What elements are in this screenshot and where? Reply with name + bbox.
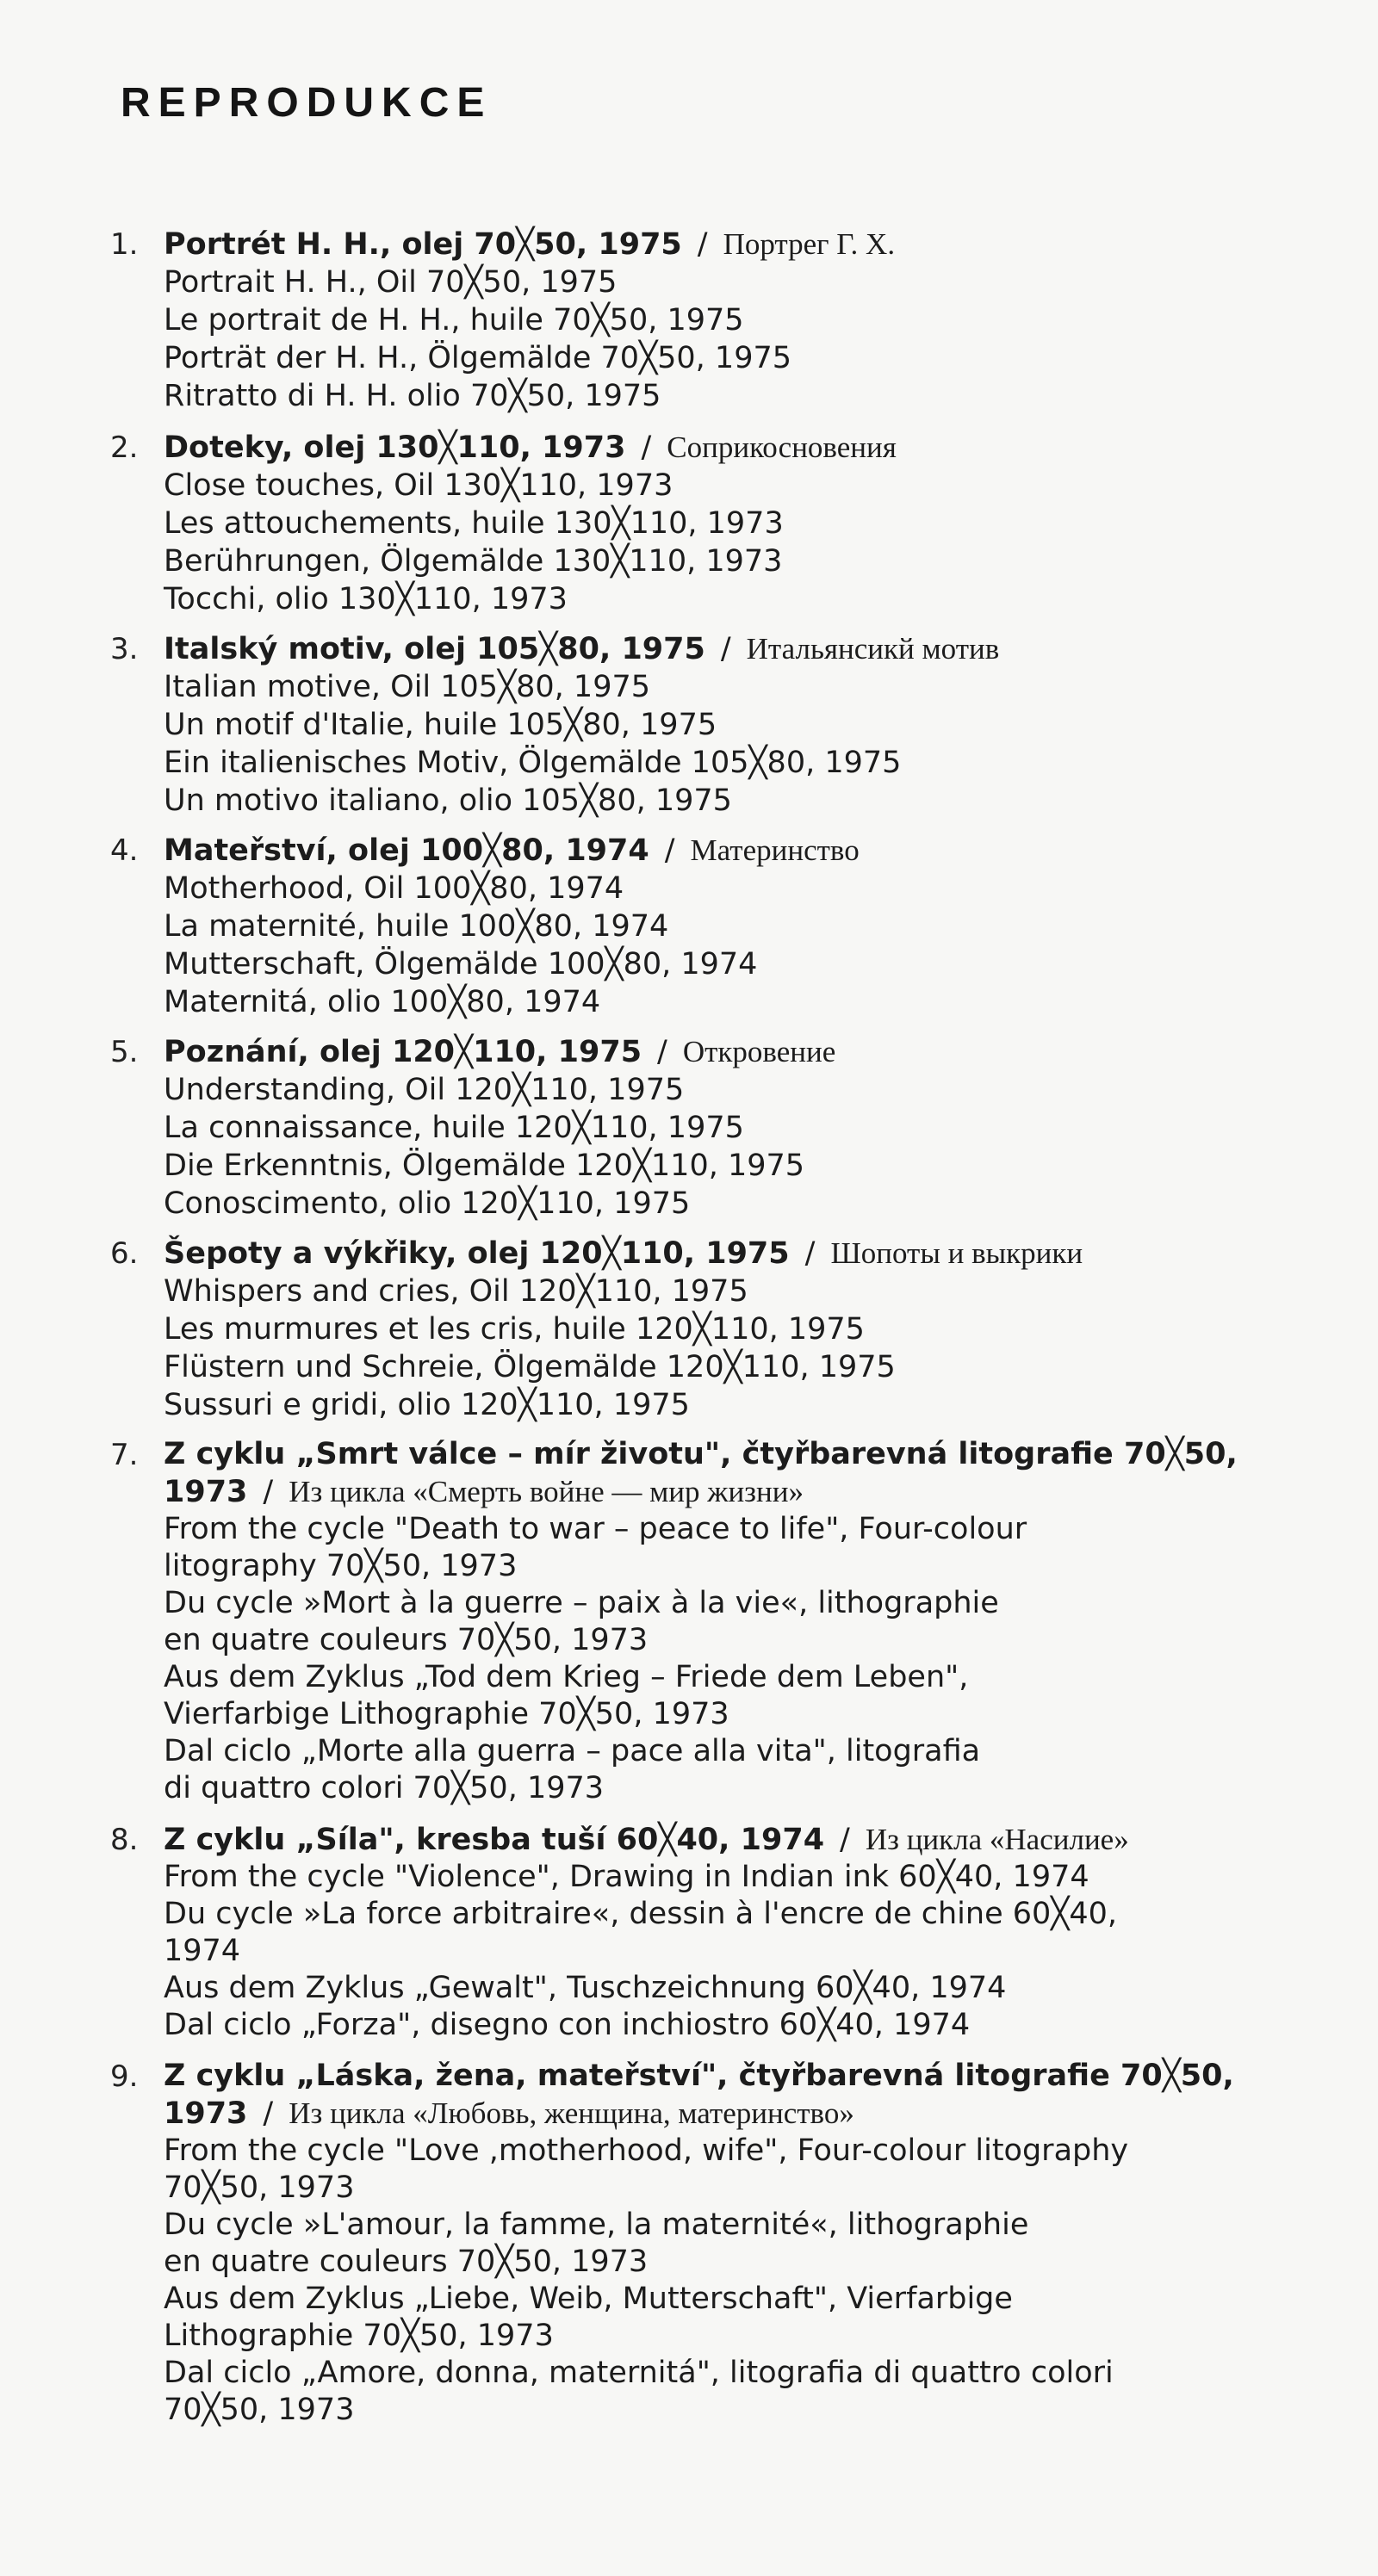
russian-title: Портрег Г. Х. bbox=[723, 227, 896, 261]
translation-line: Italian motive, Oil 105╳80, 1975 bbox=[164, 670, 651, 704]
translation-line: Un motif d'Italie, huile 105╳80, 1975 bbox=[164, 708, 717, 742]
translation-line: From the cycle "Death to war – peace to life", Four-colour bbox=[164, 1512, 1027, 1546]
translation-line: Ein italienisches Motiv, Ölgemälde 105╳80, 1975 bbox=[164, 746, 902, 780]
list-item bbox=[110, 1033, 1247, 1223]
separator: / bbox=[641, 430, 652, 465]
list-item bbox=[110, 226, 1247, 415]
item-number: 3. bbox=[110, 632, 139, 666]
item-title: Mateřství, olej 100╳80, 1974 bbox=[164, 833, 649, 868]
translation-line: Un motivo italiano, olio 105╳80, 1975 bbox=[164, 783, 732, 818]
translation-line: From the cycle "Violence", Drawing in Indian ink 60╳40, 1974 bbox=[164, 1860, 1089, 1894]
translation-line: en quatre couleurs 70╳50, 1973 bbox=[164, 2245, 649, 2279]
translation-line: 70╳50, 1973 bbox=[164, 2393, 355, 2427]
translation-line: Les murmures et les cris, huile 120╳110, 1975 bbox=[164, 1312, 865, 1347]
item-heading bbox=[164, 2058, 1247, 2095]
list-item bbox=[110, 1821, 1247, 2044]
translation-line: 70╳50, 1973 bbox=[164, 2170, 355, 2205]
translation-line: Close touches, Oil 130╳110, 1973 bbox=[164, 468, 673, 503]
list-item bbox=[110, 630, 1247, 820]
translation-line: Whispers and cries, Oil 120╳110, 1975 bbox=[164, 1274, 748, 1309]
translation-line: Aus dem Zyklus „Gewalt", Tuschzeichnung 60╳40, 1974 bbox=[164, 1971, 1007, 2005]
translation-line: Les attouchements, huile 130╳110, 1973 bbox=[164, 506, 784, 541]
item-heading-continued bbox=[164, 1473, 1247, 1511]
item-number: 4. bbox=[110, 833, 139, 868]
item-heading bbox=[164, 630, 1247, 668]
item-title: Italský motiv, olej 105╳80, 1975 bbox=[164, 632, 705, 666]
page-title: REPRODUKCE bbox=[121, 80, 493, 126]
translation-line: La maternité, huile 100╳80, 1974 bbox=[164, 909, 669, 944]
russian-title: Материнство bbox=[690, 833, 860, 867]
translation-line: Maternitá, olio 100╳80, 1974 bbox=[164, 985, 601, 1019]
translation-line: Berührungen, Ölgemälde 130╳110, 1973 bbox=[164, 544, 783, 579]
translation-line: litography 70╳50, 1973 bbox=[164, 1549, 518, 1583]
translation-line: Aus dem Zyklus „Liebe, Weib, Mutterschaft", Vierfarbige bbox=[164, 2282, 1013, 2316]
item-number: 8. bbox=[110, 1823, 139, 1857]
translation-line: La connaissance, huile 120╳110, 1975 bbox=[164, 1111, 744, 1145]
translation-line: Du cycle »L'amour, la famme, la maternité«, lithographie bbox=[164, 2208, 1029, 2242]
item-heading bbox=[164, 1235, 1247, 1273]
item-title-continued: 1973 bbox=[164, 1475, 248, 1509]
translation-line: Ritratto di H. H. olio 70╳50, 1975 bbox=[164, 379, 661, 413]
item-heading bbox=[164, 832, 1247, 870]
item-number: 9. bbox=[110, 2059, 139, 2094]
item-number: 7. bbox=[110, 1438, 139, 1472]
separator: / bbox=[720, 632, 731, 666]
russian-title: Из цикла «Любовь, женщина, материнство» bbox=[289, 2096, 854, 2130]
list-item bbox=[110, 429, 1247, 618]
list-item bbox=[110, 1235, 1247, 1424]
translation-line: Le portrait de H. H., huile 70╳50, 1975 bbox=[164, 303, 744, 337]
translation-line: Dal ciclo „Forza", disegno con inchiostro 60╳40, 1974 bbox=[164, 2008, 971, 2042]
item-heading-continued bbox=[164, 2095, 1247, 2133]
russian-title: Шопоты и выкрики bbox=[830, 1236, 1083, 1270]
item-title-continued: 1973 bbox=[164, 2096, 248, 2131]
russian-title: Из цикла «Насилие» bbox=[865, 1823, 1129, 1856]
translation-line: Understanding, Oil 120╳110, 1975 bbox=[164, 1073, 685, 1107]
translation-line: Die Erkenntnis, Ölgemälde 120╳110, 1975 bbox=[164, 1149, 805, 1183]
separator: / bbox=[804, 1236, 816, 1271]
separator: / bbox=[664, 833, 675, 868]
item-title: Poznání, olej 120╳110, 1975 bbox=[164, 1035, 642, 1069]
item-heading bbox=[164, 429, 1247, 467]
list-item bbox=[110, 1436, 1247, 1807]
item-number: 6. bbox=[110, 1236, 139, 1271]
translation-line: Sussuri e gridi, olio 120╳110, 1975 bbox=[164, 1388, 690, 1422]
translation-line: Portrait H. H., Oil 70╳50, 1975 bbox=[164, 265, 618, 300]
item-title: Doteky, olej 130╳110, 1973 bbox=[164, 430, 626, 465]
item-heading bbox=[164, 1436, 1247, 1473]
reproduction-list bbox=[110, 226, 1247, 2429]
item-title: Z cyklu „Láska, žena, mateřství", čtyřbarevná litografie 70╳50, bbox=[164, 2059, 1234, 2093]
item-heading bbox=[164, 1033, 1247, 1071]
translation-line: Dal ciclo „Amore, donna, maternitá", litografia di quattro colori bbox=[164, 2356, 1114, 2390]
translation-line: Flüstern und Schreie, Ölgemälde 120╳110, 1975 bbox=[164, 1350, 896, 1384]
russian-title: Соприкосновения bbox=[667, 430, 897, 464]
separator: / bbox=[657, 1035, 667, 1069]
translation-line: en quatre couleurs 70╳50, 1973 bbox=[164, 1623, 649, 1657]
translation-line: Conoscimento, olio 120╳110, 1975 bbox=[164, 1186, 691, 1221]
translation-line: Du cycle »La force arbitraire«, dessin à l'encre de chine 60╳40, bbox=[164, 1897, 1118, 1931]
item-title: Z cyklu „Síla", kresba tuší 60╳40, 1974 bbox=[164, 1823, 825, 1857]
russian-title: Итальянсикй мотив bbox=[746, 632, 1000, 666]
separator: / bbox=[697, 227, 708, 262]
item-heading bbox=[164, 226, 1247, 263]
translation-line: di quattro colori 70╳50, 1973 bbox=[164, 1771, 605, 1805]
separator: / bbox=[840, 1823, 850, 1857]
russian-title: Из цикла «Смерть войне — мир жизни» bbox=[289, 1475, 804, 1508]
translation-line: Dal ciclo „Morte alla guerra – pace alla vita", litografia bbox=[164, 1734, 981, 1768]
item-title: Šepoty a výkřiky, olej 120╳110, 1975 bbox=[164, 1236, 790, 1271]
translation-line: Aus dem Zyklus „Tod dem Krieg – Friede dem Leben", bbox=[164, 1660, 969, 1694]
translation-line: 1974 bbox=[164, 1934, 241, 1968]
list-item bbox=[110, 2058, 1247, 2429]
translation-line: Tocchi, olio 130╳110, 1973 bbox=[164, 582, 568, 616]
translation-line: Vierfarbige Lithographie 70╳50, 1973 bbox=[164, 1697, 729, 1731]
item-number: 5. bbox=[110, 1035, 139, 1069]
russian-title: Откровение bbox=[682, 1035, 836, 1068]
item-heading bbox=[164, 1821, 1247, 1859]
translation-line: From the cycle "Love ,motherhood, wife", Four-colour litography bbox=[164, 2133, 1129, 2168]
translation-line: Mutterschaft, Ölgemälde 100╳80, 1974 bbox=[164, 947, 758, 981]
separator: / bbox=[263, 1475, 274, 1509]
translation-line: Motherhood, Oil 100╳80, 1974 bbox=[164, 871, 624, 906]
separator: / bbox=[263, 2096, 274, 2131]
translation-line: Porträt der H. H., Ölgemälde 70╳50, 1975 bbox=[164, 341, 792, 375]
item-number: 1. bbox=[110, 227, 139, 262]
item-number: 2. bbox=[110, 430, 139, 465]
translation-line: Du cycle »Mort à la guerre – paix à la vie«, lithographie bbox=[164, 1586, 999, 1620]
item-title: Portrét H. H., olej 70╳50, 1975 bbox=[164, 227, 682, 262]
list-item bbox=[110, 832, 1247, 1021]
translation-line: Lithographie 70╳50, 1973 bbox=[164, 2319, 554, 2353]
item-title: Z cyklu „Smrt válce – mír životu", čtyřbarevná litografie 70╳50, bbox=[164, 1437, 1238, 1471]
